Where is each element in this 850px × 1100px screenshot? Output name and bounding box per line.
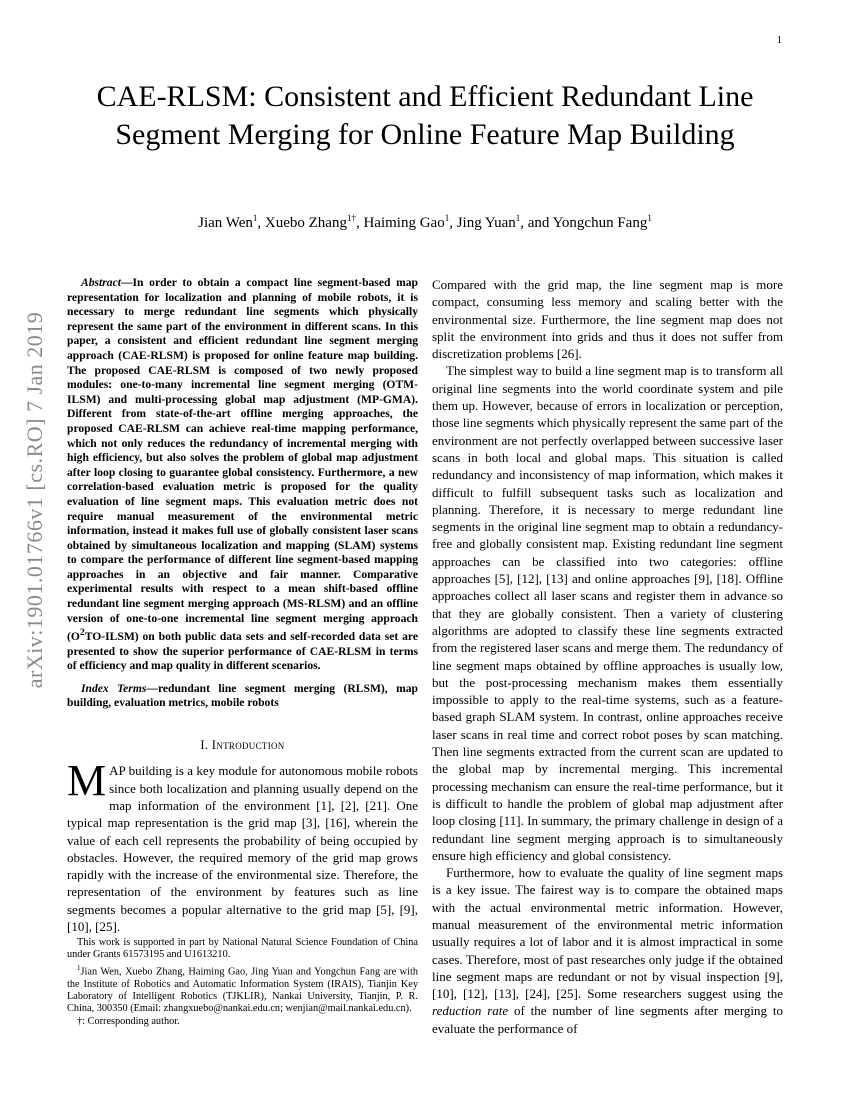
arxiv-stamp-text: arXiv:1901.01766v1 [cs.RO] 7 Jan 2019 [22,311,47,689]
author: Haiming Gao$^1$, [363,213,457,231]
section-heading-introduction: I. Introduction [200,738,285,753]
author-list [70,208,780,233]
paper-title: CAE-RLSM: Consistent and Efficient Redundant Line Segment Merging for Online Feature Map Building [96,80,754,151]
corresponding-author-footnote: †: Corresponding author. [77,1015,180,1027]
page-number: 1 [776,34,782,46]
author: Xuebo Zhang$^{1\dagger}$, [264,213,364,231]
body-paragraph: Furthermore, how to evaluate the quality of line segment maps is a key issue. The fairest way is to compare the obtained maps with the actual environmental metric information. However, manual measurement of the environmental metric information usually requires a lot of labor and it is almost impractical in some cases. Therefore, most of past researches only judge if the obtained line segment maps are redundant or not by visual inspection [9], [10], [12], [13], [24], [25]. Some researchers suggest using the reduction rate of the number of line segments after merging to evaluate the performance of [432,865,783,1036]
footnotes [67,937,418,1028]
body-paragraph: The simplest way to build a line segment map is to transform all original line segments into the world coordinate system and pile them up. However, because of errors in localization or perception, those line segments which physically represent the same part of the environment are not perfectly overlapped between successive laser scans in both local and global maps. This situation is called redundancy and inconsistency of map information, which makes it difficult to fulfill subsequent tasks such as localization and planning. Therefore, it is necessary to merge redundant line segments in the original line segment map to obtain a redundancy-free and globally consistent map. Existing redundant line segment approaches can be classified into two categories: offline approaches [5], [12], [13] and online approaches [9], [18]. Offline approaches collect all laser scans and register them in advance so that they are globally consistent. Then a variety of clustering algorithms are adopted to classify these line segments extracted from the registered laser scans and merge them. The redundancy of line segment maps obtained by offline approaches is usually low, but the post-processing mechanism makes them essentially impossible to apply to the real-time systems, such as a feature-based graph SLAM system. In contrast, online approaches receive laser scans in real time and correct robot poses by scan matching. Then line segments extracted from the current scan are updated to the global map by incremental merging. This incremental processing mechanism can ensure the real-time performance, but it is difficult to handle the problem of global map adjustment after loop closing [11]. In summary, the primary challenge in design of a redundant line segment merging approach is to simultaneously ensure high efficiency and global consistency. [432,363,783,863]
author: Jing Yuan$^1$, and [456,213,553,231]
arxiv-stamp [20,300,50,700]
author: Yongchun Fang$^1$ [552,213,652,231]
author: Jian Wen$^1$, [198,213,265,231]
funding-footnote: This work is supported in part by National Natural Science Foundation of China under Grants 61573195 and U1613210. [67,937,418,961]
index-terms: Index Terms—redundant line segment merging (RLSM), map building, evaluation metrics, mobile robots [67,681,418,710]
affiliation-footnote: $^1$Jian Wen, Xuebo Zhang, Haiming Gao, Jing Yuan and Yongchun Fang are with the Institute of Robotics and Automatic Information System (IRAIS), Tianjin Key Laboratory of Intelligent Robotics (TJKLIR), Nankai University, Tianjin, P. R. China, 300350 (Email: zhangxuebo@nankai.edu.cn; wenjian@mail.nankai.edu.cn). [67,963,418,1015]
intro-paragraph: MAP building is a key module for autonomous mobile robots since both localization and planning usually depend on the map information of the environment [1], [2], [21]. One typical map representation is the grid map [3], [16], wherein the value of each cell represents the probability of being occupied by obstacles. However, the required memory of the grid map grows rapidly with the increase of the environmental size. Therefore, the representation of the environment by features such as line segments becomes a popular alternative to the grid map [5], [9], [10], [25]. [67,756,418,935]
drop-cap: M [67,756,107,806]
abstract-label: Abstract [81,276,121,289]
index-terms-label: Index Terms [81,681,147,695]
right-column [432,276,783,1037]
left-column [67,276,418,935]
body-paragraph: Compared with the grid map, the line segment map is more compact, consuming less memory and scaling better with the environmental size. Furthermore, the line segment map does not split the environment into grids and thus it does not suffer from discretization problems [26]. [432,277,783,362]
abstract: Abstract—In order to obtain a compact line segment-based map representation for localization and planning of mobile robots, it is necessary to merge redundant line segments which physically represent the same part of the environment in different scans. In this paper, a consistent and efficient redundant line segment merging approach (CAE-RLSM) is proposed for online feature map building. The proposed CAE-RLSM is composed of two newly proposed modules: one-to-many incremental line segment merging (OTM-ILSM) and multi-processing global map adjustment (MP-GMA). Different from state-of-the-art offline merging approaches, the proposed CAE-RLSM can achieve real-time mapping performance, which not only reduces the redundancy of incremental merging with high efficiency, but also solves the problem of global map adjustment after loop closing to guarantee global consistency. Furthermore, a new correlation-based evaluation metric is proposed for the quality evaluation of line segment maps. This evaluation metric does not require manual measurement of the environmental metric information, instead it makes full use of globally consistent laser scans obtained by simultaneous localization and mapping (SLAM) systems to compare the performance of different line segment-based mapping approaches in an objective and fair manner. Comparative experimental results with respect to a mean shift-based offline redundant line segment merging approach (MS-RLSM) and an offline version of one-to-one incremental line segment merging approach $(O^2TO-ILSM)$ on both public data sets and self-recorded data set are presented to show the superior performance of CAE-RLSM in terms of efficiency and map quality in different scenarios. [67,276,418,673]
